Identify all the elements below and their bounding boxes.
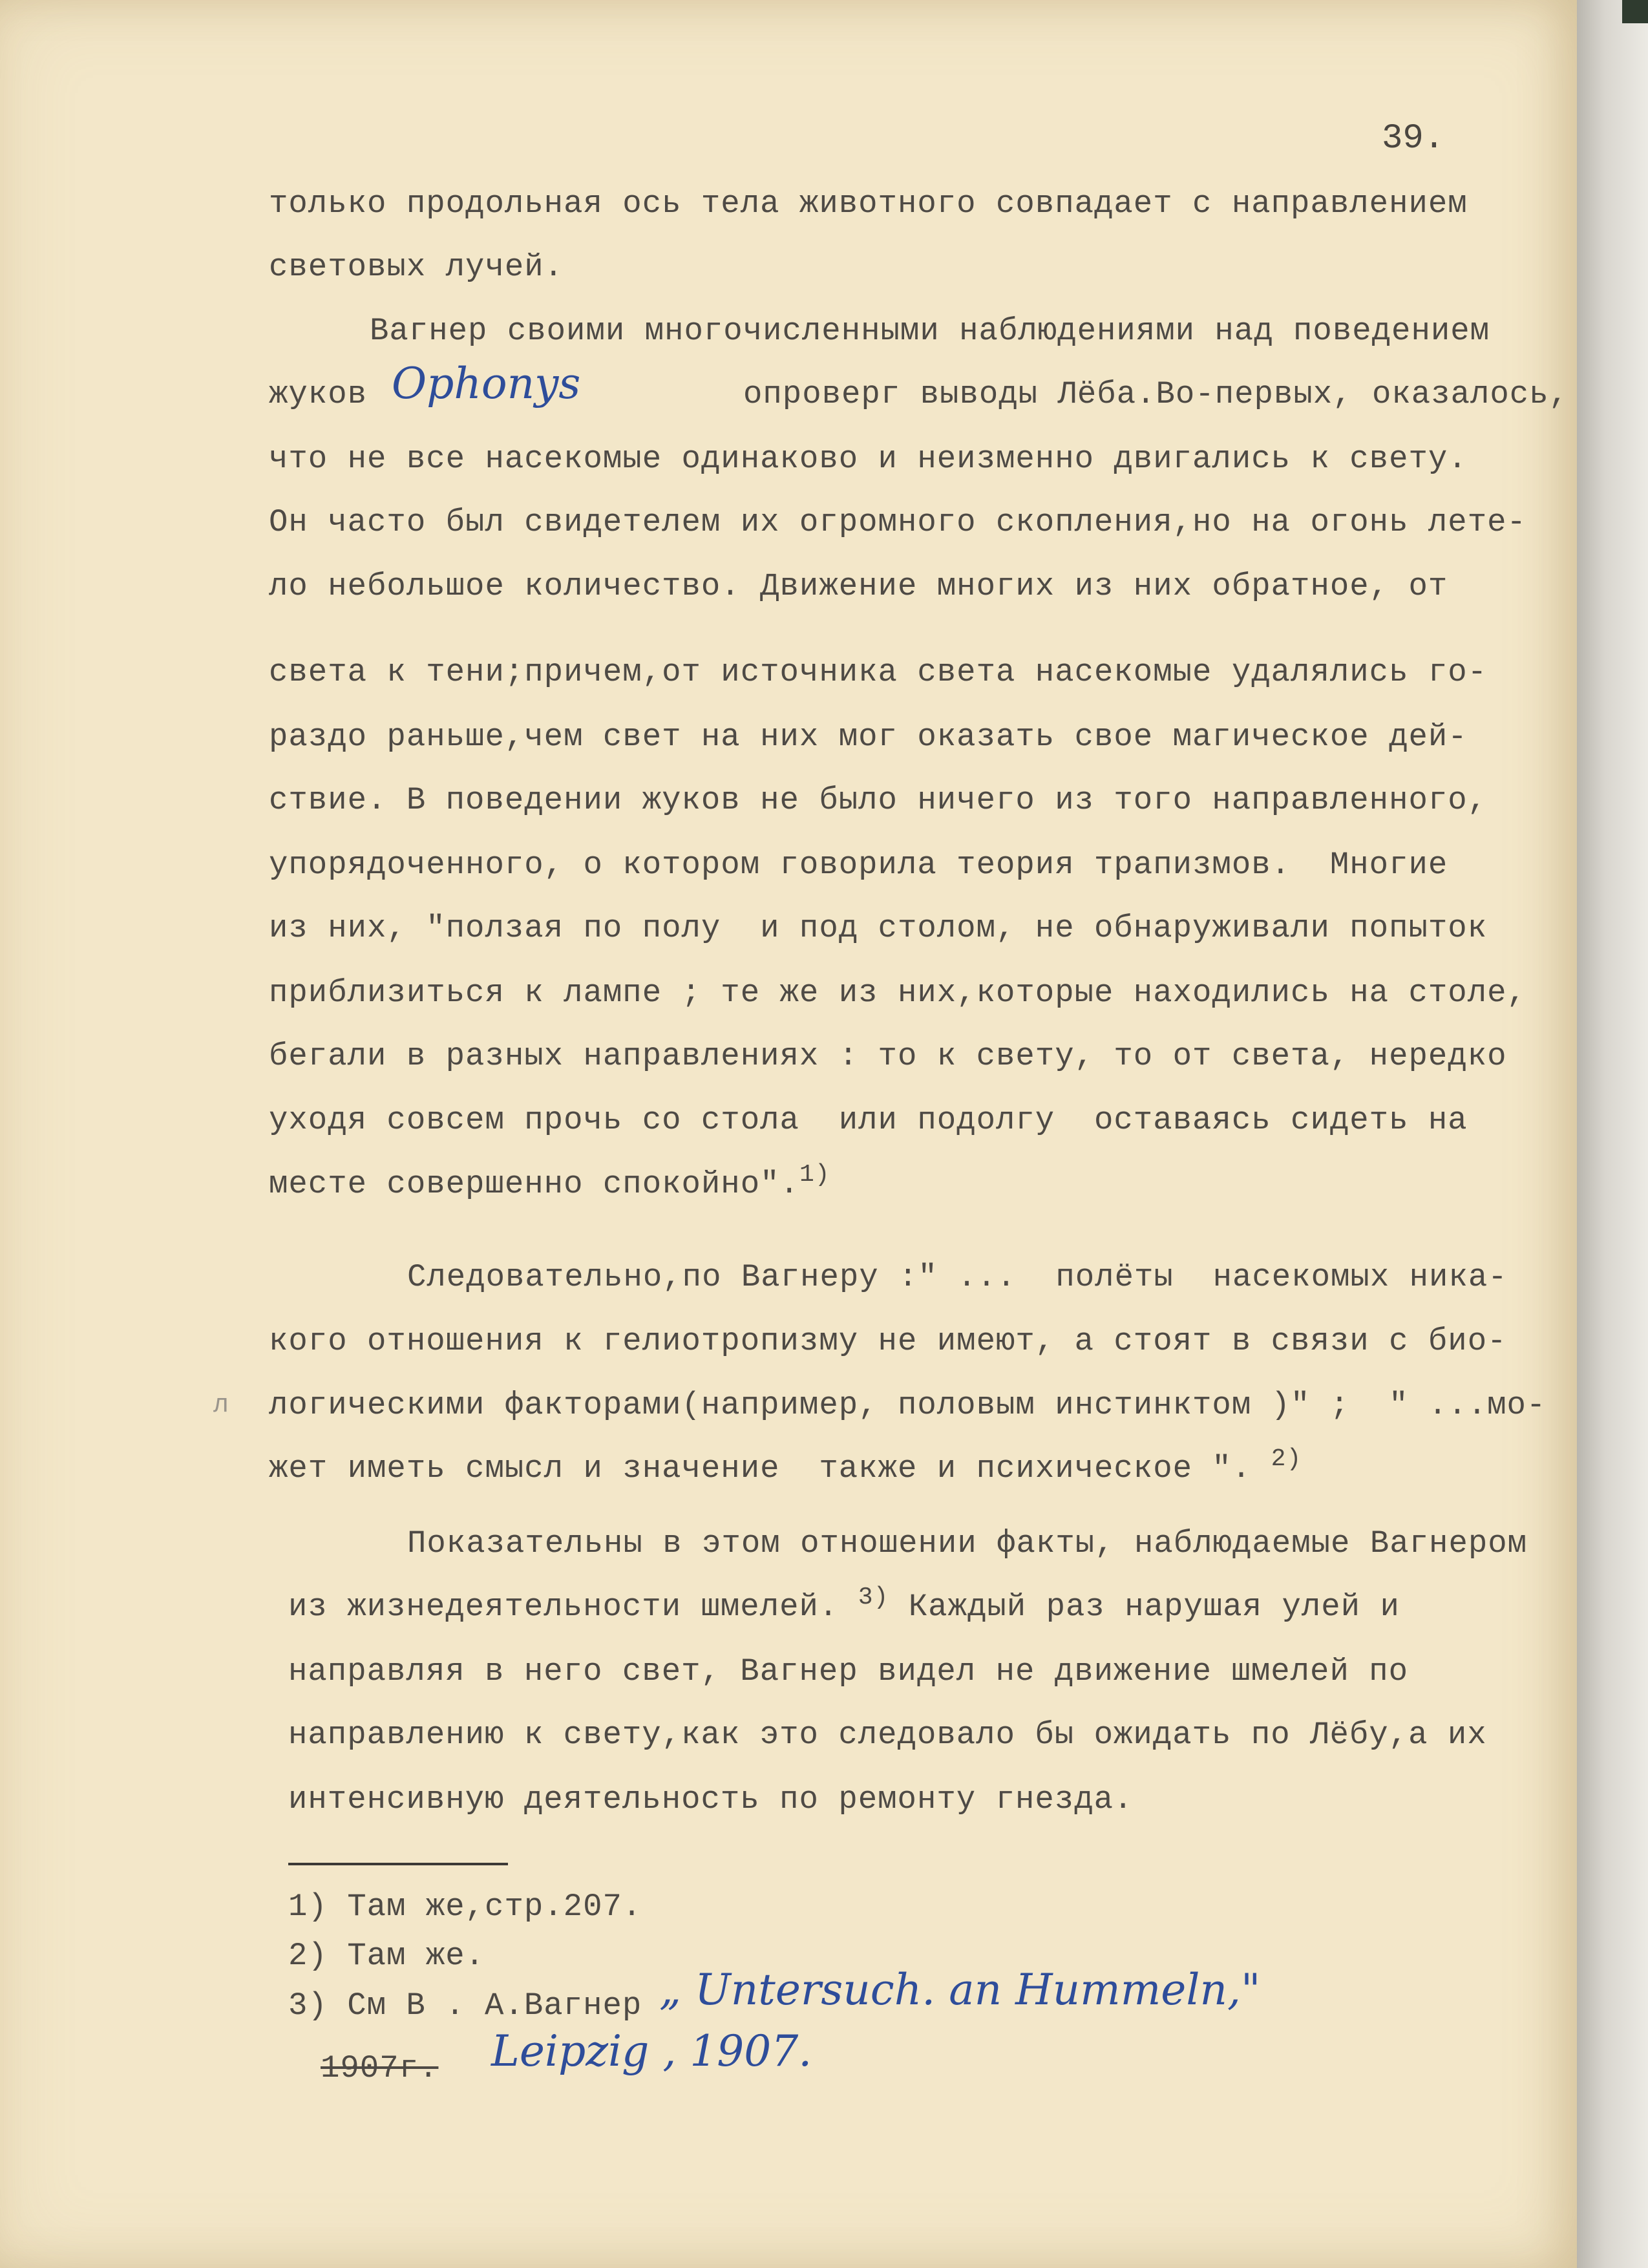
struck-year: 1907г. bbox=[321, 2050, 439, 2086]
footnote-1: 1) Там же,стр.207. bbox=[288, 1889, 642, 1925]
footnote-rule bbox=[288, 1863, 508, 1865]
scan-background-edge bbox=[1577, 0, 1648, 2268]
text-line-15: уходя совсем прочь со стола или подолгу оставаясь сидеть на bbox=[269, 1102, 1468, 1138]
handwritten-title: „ Untersuch. an Hummeln," bbox=[659, 1965, 1261, 2015]
footnote-ref-3: 3) bbox=[858, 1584, 889, 1611]
text-line-13: приблизиться к лампе ; те же из них,которые находились на столе, bbox=[269, 975, 1527, 1011]
text-line-5: что не все насекомые одинаково и неизменно двигались к свету. bbox=[269, 441, 1468, 477]
text-line-11: упорядоченного, о котором говорила теория трапизмов. Многие bbox=[269, 847, 1448, 883]
footnote-ref-1: 1) bbox=[799, 1161, 830, 1189]
text-line-25: интенсивную деятельность по ремонту гнезда. bbox=[288, 1781, 1134, 1818]
text-line-4a: жуков bbox=[269, 376, 368, 412]
handwritten-place-year: Leipzig , 1907. bbox=[491, 2026, 812, 2076]
text-line-22: из жизнедеятельности шмелей. $^{3)}$ Каждый раз нарушая улей и bbox=[288, 1584, 1400, 1625]
text-line-17: Следовательно,по Вагнеру :" ... полёты насекомых ника- bbox=[407, 1259, 1508, 1295]
text-line-24: направлению к свету,как это следовало бы ожидать по Лёбу,а их bbox=[288, 1717, 1487, 1753]
handwritten-genus: Ophonys bbox=[392, 359, 581, 408]
text-line-23: направляя в него свет, Вагнер видел не движение шмелей по bbox=[288, 1653, 1409, 1690]
scan-marker bbox=[1622, 0, 1648, 23]
margin-mark: л bbox=[213, 1391, 229, 1420]
text-line-1: только продольная ось тела животного совпадает с направлением bbox=[269, 185, 1468, 222]
text-line-6: Он часто был свидетелем их огромного скопления,но на огонь лете- bbox=[269, 504, 1527, 540]
text-line-12: из них, "ползая по полу и под столом, не обнаруживали попыток bbox=[269, 910, 1488, 946]
text-line-9: раздо раньше,чем свет на них мог оказать свое магическое дей- bbox=[269, 719, 1468, 755]
text-line-18: кого отношения к гелиотропизму не имеют, а стоят в связи с био- bbox=[269, 1323, 1507, 1359]
text-line-4b: опроверг выводы Лёба.Во-первых, оказалось, bbox=[743, 376, 1569, 412]
page-number: 39. bbox=[1382, 119, 1445, 158]
text-line-21: Показательны в этом отношении факты, наблюдаемые Вагнером bbox=[407, 1525, 1528, 1562]
text-line-2: световых лучей. bbox=[269, 249, 564, 285]
text-line-10: ствие. В поведении жуков не было ничего из того направленного, bbox=[269, 782, 1488, 818]
text-line-8: света к тени;причем,от источника света насекомые удалялись го- bbox=[269, 654, 1488, 690]
text-line-19: логическими факторами(например, половым инстинктом )" ; " ...мо- bbox=[269, 1387, 1547, 1423]
text-line-7: ло небольшое количество. Движение многих из них обратное, от bbox=[269, 568, 1448, 604]
footnote-3: 3) См В . А.Вагнер bbox=[288, 1987, 642, 2024]
text-line-14: бегали в разных направлениях : то к свету, то от света, нередко bbox=[269, 1038, 1507, 1074]
footnote-ref-2: 2) bbox=[1271, 1445, 1302, 1473]
footnote-2: 2) Там же. bbox=[288, 1938, 485, 1974]
text-line-3: Вагнер своими многочисленными наблюдениями над поведением bbox=[370, 313, 1490, 349]
text-line-20: жет иметь смысл и значение также и психическое ". $^{2)}$ bbox=[269, 1445, 1302, 1487]
text-line-16: месте совершенно спокойно".$^{1)}$ bbox=[269, 1161, 830, 1202]
